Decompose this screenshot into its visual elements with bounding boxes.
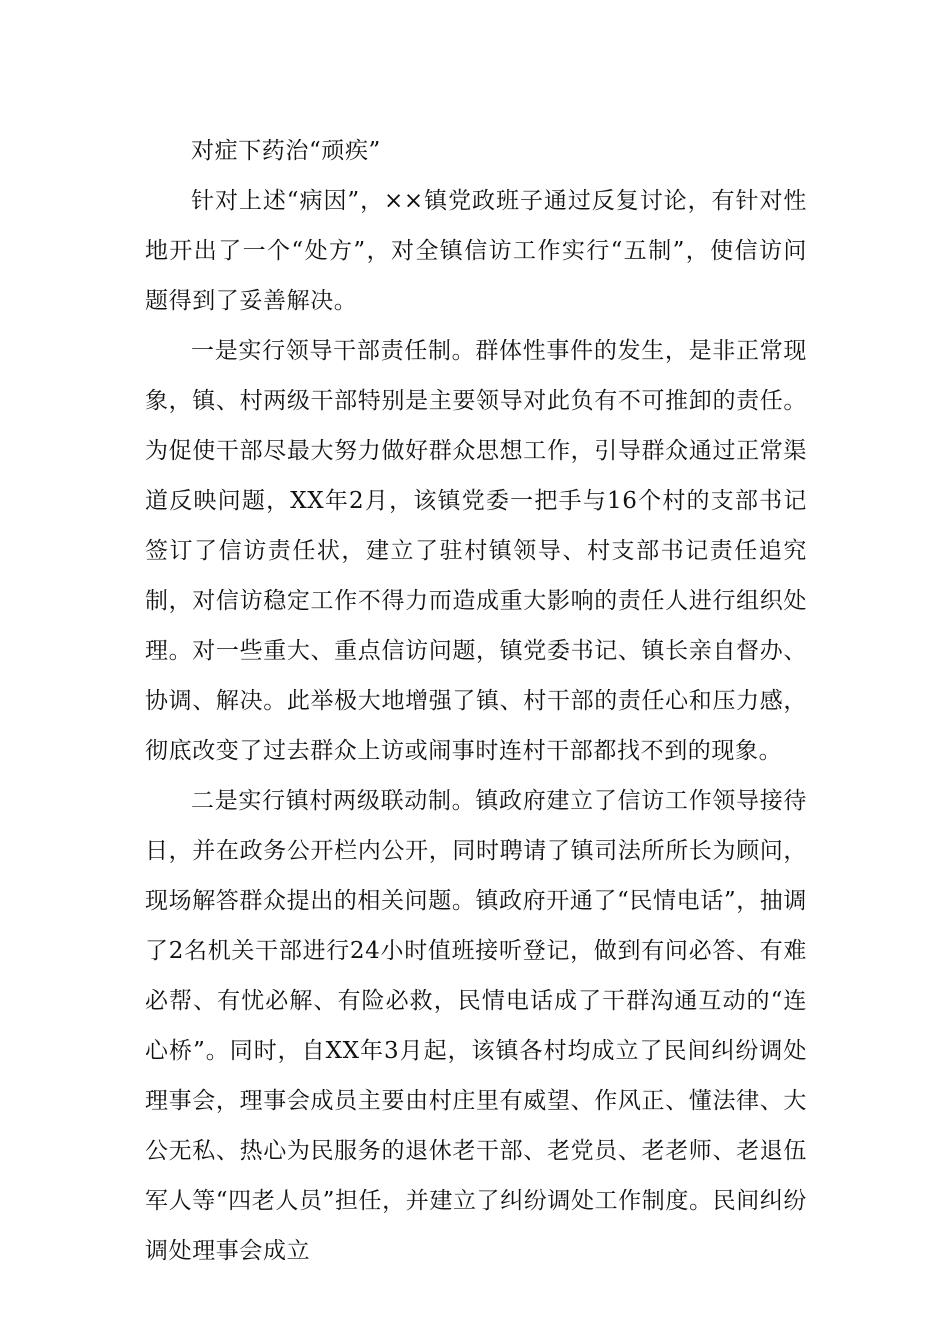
section-heading: 对症下药治“顽疾” (191, 138, 381, 164)
paragraph-leadership-responsibility: 一是实行领导干部责任制。群体性事件的发生，是非正常现象，镇、村两级干部特别是主要领导对此负有不可推卸的责任。为促使干部尽最大努力做好群众思想工作，引导群众通过正常渠道反映问题，XX年2月，该镇党委一把手与16个村的支部书记签订了信访责任状，建立了驻村镇领导、村支部书记责任追究制，对信访稳定工作不得力而造成重大影响的责任人进行组织处理。对一些重大、重点信访问题，镇党委书记、镇长亲自督办、协调、解决。此举极大地增强了镇、村干部的责任心和压力感，彻底改变了过去群众上访或闹事时连村干部都找不到的现象。 (145, 338, 807, 764)
paragraph-town-village-linkage: 二是实行镇村两级联动制。镇政府建立了信访工作领导接待日，并在政务公开栏内公开，同时聘请了镇司法所所长为顾问，现场解答群众提出的相关问题。镇政府开通了“民情电话”，抽调了2名机关干部进行24小时值班接听登记，做到有问必答、有难必帮、有忧必解、有险必救，民情电话成了干群沟通互动的“连心桥”。同时，自XX年3月起，该镇各村均成立了民间纠纷调处理事会，理事会成员主要由村庄里有威望、作风正、懂法律、大公无私、热心为民服务的退休老干部、老党员、老老师、老退伍军人等“四老人员”担任，并建立了纠纷调处工作制度。民间纠纷调处理事会成立 (145, 788, 807, 1264)
paragraph-intro: 针对上述“病因”，××镇党政班子通过反复讨论，有针对性地开出了一个“处方”，对全镇信访工作实行“五制”，使信访问题得到了妥善解决。 (145, 188, 807, 314)
document-body (145, 126, 807, 1276)
